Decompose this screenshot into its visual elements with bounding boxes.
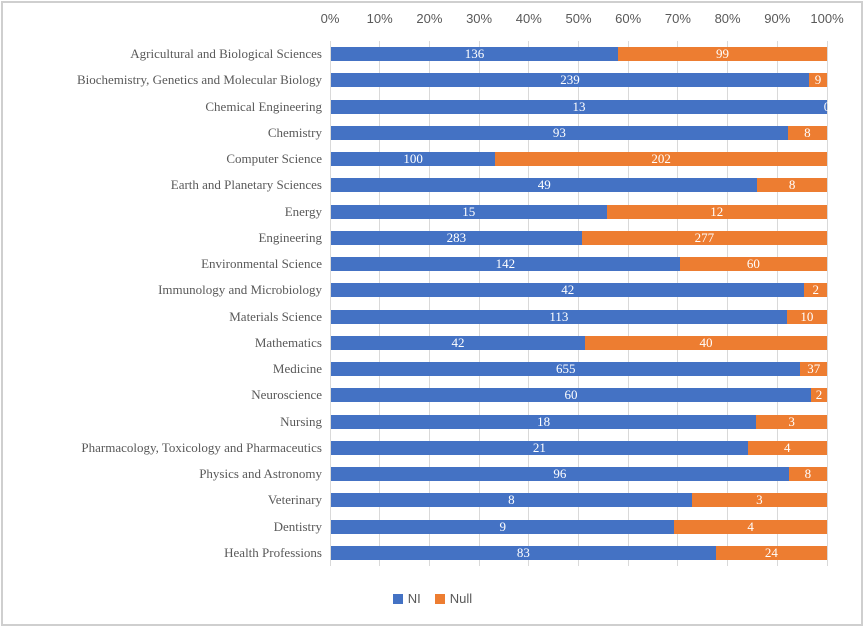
bar-segment-ni [331, 257, 680, 271]
value-label: 8 [804, 124, 811, 140]
bar-row [331, 310, 827, 324]
category-label: Chemistry [267, 124, 322, 140]
bar-segment-ni [331, 73, 809, 87]
bar-segment-ni [331, 152, 495, 166]
bar-segment-ni [331, 205, 607, 219]
value-label: 37 [807, 361, 821, 377]
value-label: 96 [553, 466, 567, 482]
category-label: Pharmacology, Toxicology and Pharmaceutics [81, 439, 322, 455]
gridline [578, 41, 579, 566]
value-label: 4 [784, 439, 791, 455]
bar-segment-null [607, 205, 827, 219]
value-label: 8 [788, 177, 796, 193]
value-label: 18 [537, 413, 551, 429]
value-label: 99 [716, 46, 729, 62]
category-label: Medicine [272, 361, 322, 377]
bar-segment-null [582, 231, 827, 245]
legend-label-ni: NI [407, 591, 421, 606]
category-label: Agricultural and Biological Sciences [130, 46, 322, 62]
value-label: 60 [746, 256, 760, 272]
bar-segment-ni [331, 100, 827, 114]
bar-segment-null [618, 47, 827, 61]
gridline [827, 41, 828, 566]
value-label: 21 [532, 439, 546, 455]
category-label: Mathematics [254, 334, 322, 350]
bar-segment-null [692, 493, 827, 507]
gridline [479, 41, 480, 566]
bar-segment-null [804, 283, 827, 297]
gridline [777, 41, 778, 566]
value-label: 3 [788, 413, 795, 429]
category-label: Energy [284, 203, 322, 219]
bar-segment-null [680, 257, 827, 271]
value-label: 9 [499, 518, 506, 534]
bar-segment-ni [331, 310, 787, 324]
value-label: 3 [756, 492, 763, 508]
category-label: Immunology and Microbiology [158, 282, 322, 298]
category-label: Earth and Planetary Sciences [170, 177, 322, 193]
bar-row [331, 257, 827, 271]
gridline [528, 41, 529, 566]
legend-item-ni [393, 591, 421, 606]
bar-segment-ni [331, 362, 800, 376]
bar-row [331, 336, 827, 350]
x-axis-tick-label: 80% [714, 11, 741, 26]
bar-segment-ni [331, 47, 618, 61]
bar-row [331, 178, 827, 192]
category-label: Biochemistry, Genetics and Molecular Biology [76, 72, 322, 88]
legend-swatch-null [435, 594, 445, 604]
bar-row [331, 546, 827, 560]
value-label: 42 [451, 334, 465, 350]
value-label: 8 [508, 492, 515, 508]
value-label: 83 [516, 544, 530, 560]
bar-segment-null [674, 520, 827, 534]
bar-segment-null [787, 310, 827, 324]
bar-segment-null [756, 415, 827, 429]
value-label: 202 [651, 151, 671, 167]
value-label: 42 [561, 282, 575, 298]
x-axis-tick-label: 30% [466, 11, 493, 26]
value-label: 8 [804, 466, 812, 482]
gridline [330, 41, 331, 566]
x-axis-tick-label: 100% [810, 11, 844, 26]
value-label: 277 [694, 229, 715, 245]
legend-swatch-ni [393, 594, 403, 604]
x-axis-tick-label: 10% [366, 11, 393, 26]
category-label: Physics and Astronomy [199, 466, 322, 482]
bar-row [331, 205, 827, 219]
value-label: 24 [764, 544, 778, 560]
category-label: Health Professions [224, 544, 322, 560]
value-label: 49 [537, 177, 551, 193]
value-label: 15 [462, 203, 476, 219]
bar-segment-null [495, 152, 827, 166]
value-label: 136 [464, 46, 485, 62]
bar-row [331, 388, 827, 402]
value-label: 60 [564, 387, 578, 403]
category-label: Materials Science [229, 308, 322, 324]
category-label: Environmental Science [201, 256, 322, 272]
bar-row [331, 98, 831, 114]
bar-segment-ni [331, 520, 674, 534]
value-label: 93 [552, 124, 566, 140]
bar-row [331, 493, 827, 507]
bar-segment-null [800, 362, 827, 376]
bar-segment-ni [331, 546, 716, 560]
category-label: Nursing [280, 413, 322, 429]
bar-segment-ni [331, 126, 788, 140]
bar-segment-ni [331, 178, 757, 192]
value-label: 12 [710, 203, 724, 219]
bar-segment-null [811, 388, 827, 402]
value-label: 655 [555, 361, 576, 377]
value-label: 142 [495, 256, 516, 272]
bar-segment-ni [331, 467, 789, 481]
bar-row [331, 415, 827, 429]
bar-row [331, 520, 827, 534]
bar-row [331, 73, 827, 87]
bar-segment-ni [331, 493, 692, 507]
bar-segment-null [757, 178, 827, 192]
bar-segment-ni [331, 336, 585, 350]
gridline [727, 41, 728, 566]
bar-segment-null [789, 467, 827, 481]
value-label: 239 [560, 72, 580, 88]
value-label: 10 [800, 308, 814, 324]
category-label: Engineering [258, 229, 322, 245]
bar-segment-ni [331, 388, 811, 402]
value-label: 113 [549, 308, 569, 324]
bar-row [331, 467, 827, 481]
category-label: Chemical Engineering [205, 98, 322, 114]
bar-row [331, 231, 827, 245]
x-axis-tick-label: 0% [320, 11, 340, 26]
bar-segment-ni [331, 415, 756, 429]
legend-item-null [435, 591, 472, 606]
gridline [379, 41, 380, 566]
x-axis-tick-label: 60% [615, 11, 642, 26]
bar-segment-null [748, 441, 827, 455]
gridline [628, 41, 629, 566]
value-label: 9 [814, 72, 822, 88]
value-label: 100 [403, 151, 423, 167]
category-label: Neuroscience [251, 387, 322, 403]
gridline [429, 41, 430, 566]
value-label: 13 [572, 98, 586, 114]
value-label: 2 [812, 282, 819, 298]
category-label: Veterinary [267, 492, 322, 508]
bar-row [331, 362, 827, 376]
category-label: Dentistry [273, 518, 322, 534]
x-axis-tick-label: 90% [764, 11, 791, 26]
value-label: 40 [699, 334, 713, 350]
bar-segment-ni [331, 231, 582, 245]
bar-row [331, 126, 827, 140]
bar-row [331, 283, 827, 297]
bar-row [331, 152, 827, 166]
bar-segment-ni [331, 441, 748, 455]
x-axis-tick-label: 20% [416, 11, 443, 26]
x-axis-tick-label: 40% [515, 11, 542, 26]
category-label: Computer Science [226, 151, 322, 167]
value-label: 4 [747, 518, 754, 534]
bar-segment-null [809, 73, 827, 87]
value-label: 283 [446, 229, 467, 245]
bar-segment-ni [331, 283, 804, 297]
bar-segment-null [716, 546, 827, 560]
legend-label-null: Null [449, 591, 473, 606]
bar-row [331, 441, 827, 455]
x-axis-tick-label: 50% [565, 11, 592, 26]
bar-segment-null [585, 336, 827, 350]
value-label: 0 [823, 98, 831, 114]
legend [0, 591, 865, 606]
value-label: 2 [815, 387, 823, 403]
bar-row [331, 47, 827, 61]
x-axis-tick-label: 70% [664, 11, 691, 26]
gridline [677, 41, 678, 566]
bar-segment-null [788, 126, 827, 140]
